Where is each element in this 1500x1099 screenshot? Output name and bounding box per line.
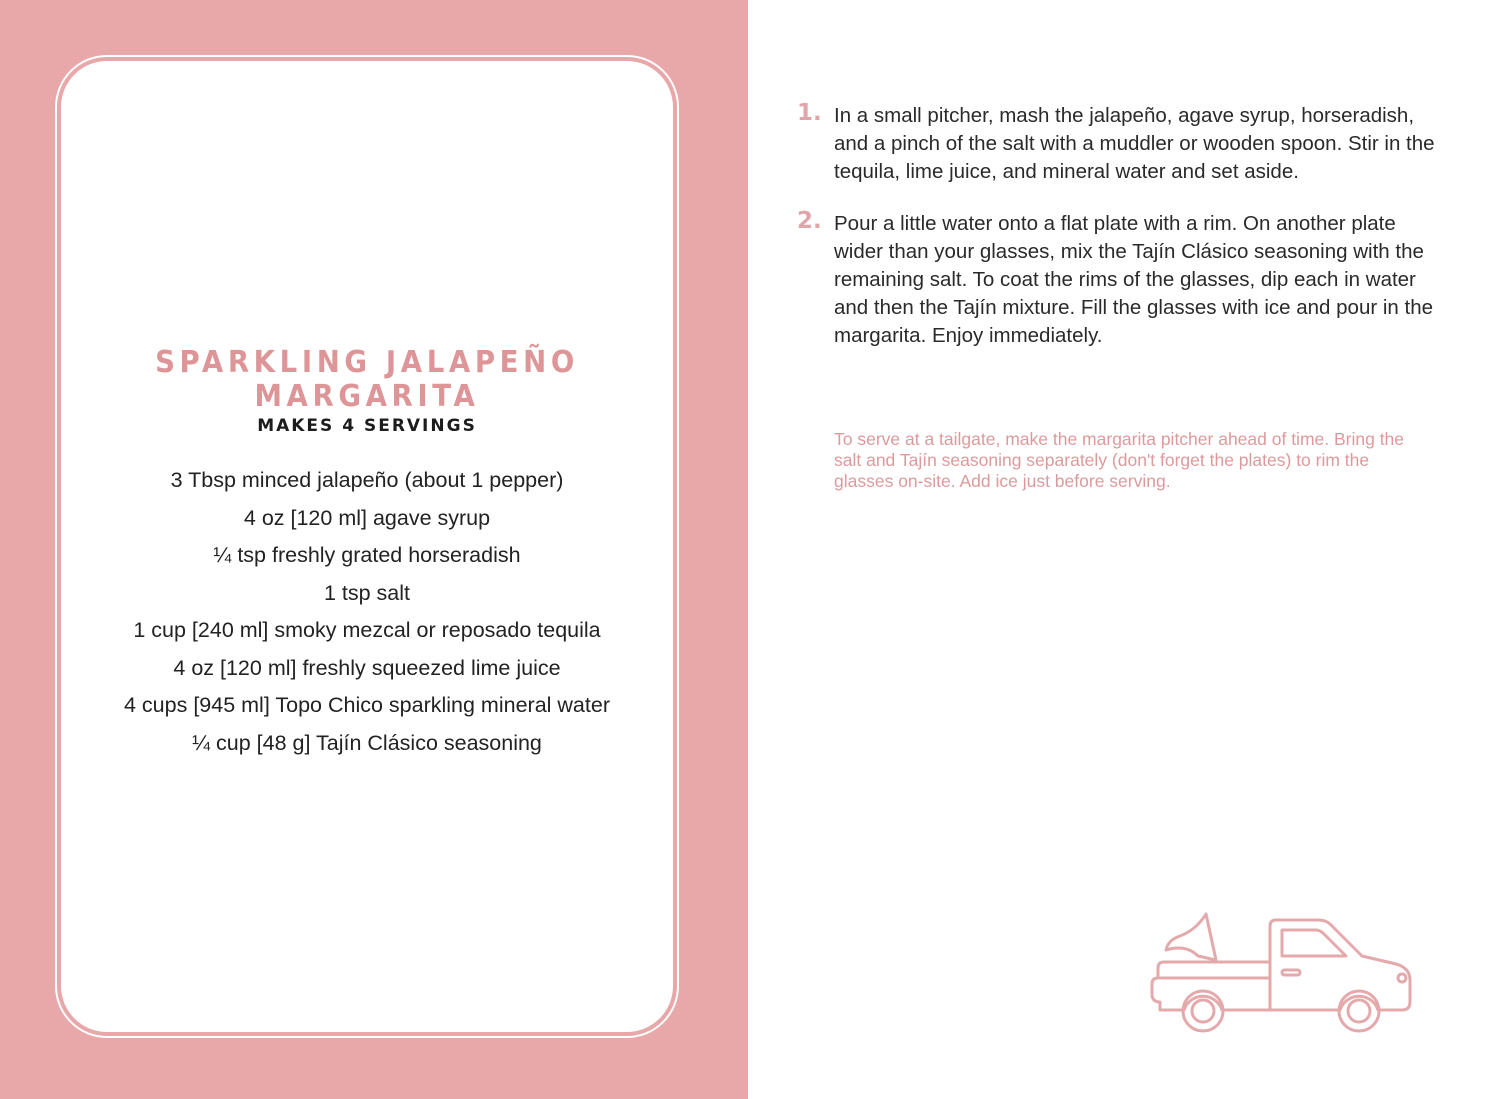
ingredient-item: 1 tsp salt [323,580,411,605]
step-number: 2. [797,208,822,235]
ingredient-item: 4 oz [120 ml] agave syrup [243,505,491,530]
instruction-steps [797,102,1437,349]
step-1 [797,102,1437,185]
step-2 [797,210,1437,349]
step-text: Pour a little water onto a flat plate with a rim. On another plate wider than your glasses, mix the Tajín Clásico seasoning with the remaining salt. To coat the rims of the glasses, dip each in water and then the Tajín mixture. Fill the glasses with ice and pour in the margarita. Enjoy immediately. [834,212,1434,347]
ingredient-item: 3 Tbsp minced jalapeño (about 1 pepper) [170,468,564,492]
recipe-title [85,346,648,414]
ingredient-item: 1 cup [240 ml] smoky mezcal or reposado tequila [133,618,601,642]
ingredient-item: 4 cups [945 ml] Topo Chico sparkling mineral water [124,693,610,717]
ingredient-item: 4 oz [120 ml] freshly squeezed lime juice [173,655,561,680]
recipe-title-line-2: MARGARITA [254,379,480,414]
step-text: In a small pitcher, mash the jalapeño, agave syrup, horseradish, and a pinch of the salt with a muddler or wooden spoon. Stir in the tequila, lime juice, and mineral water and set aside. [834,104,1435,183]
ingredient-item: ¼ tsp freshly grated horseradish [213,543,521,567]
pickup-truck-with-flag-icon [1150,912,1412,1037]
recipe-card [61,61,673,1032]
ingredient-item: ¼ cup [48 g] Tajín Clásico seasoning [192,730,542,755]
servings-label: MAKES 4 SERVINGS [257,416,477,436]
ingredient-list [61,462,673,762]
tailgate-tip: To serve at a tailgate, make the margarita pitcher ahead of time. Bring the salt and Tajín seasoning separately (don't forget the plates) to rim the glasses on-site. Add ice just before serving. [834,429,1405,491]
recipe-title-line-1: SPARKLING JALAPEÑO [155,345,579,380]
step-number: 1. [797,100,822,126]
